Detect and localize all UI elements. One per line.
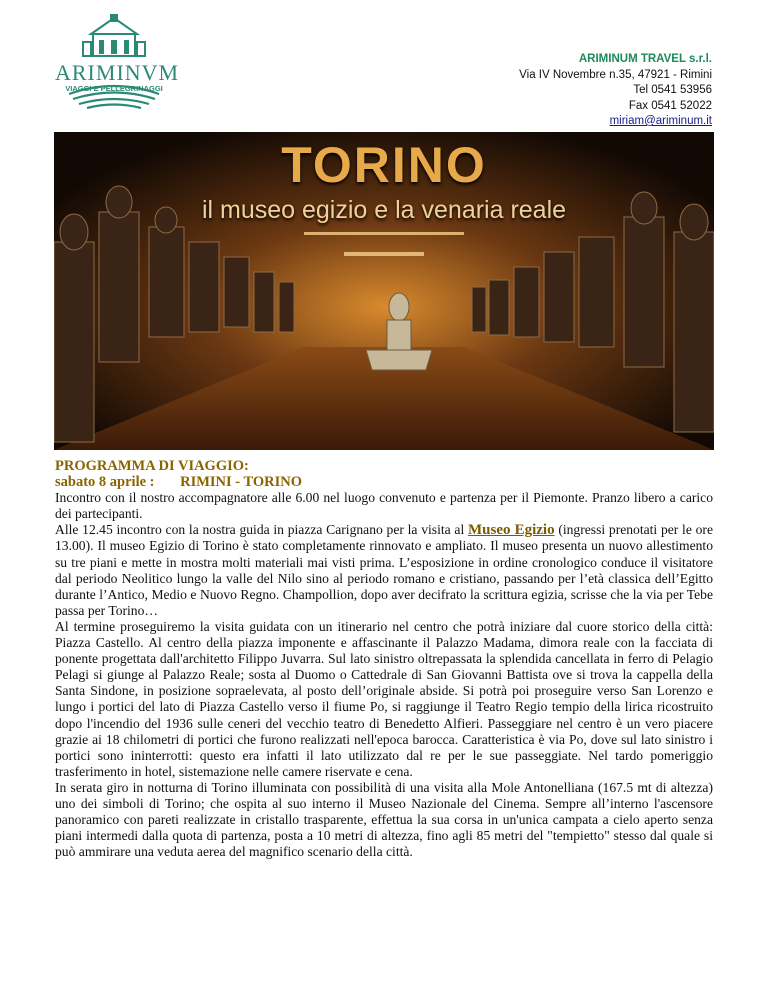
day-route: RIMINI - TORINO bbox=[180, 474, 303, 491]
paragraph-2-end: (ingressi prenotati per le ore 13.00). Il museo Egizio di Torino è stato completamente rinnovato e ampliato. Il museo presenta un nuovo allestimento su tre piani e mette in mostra molti materiali mai visti prima. L’esposizione in ordine cronologico conduce il visitatore dal periodo Neolitico lungo la valle del Nilo sino al periodo romano e cristiano, passando per l’età classica dell’Egitto durante l’Antico, Medio e Nuovo Regno. Champollion, dopo aver decifrato la scrittura egizia, scrisse che la via per Tebe passa per Torino… bbox=[55, 522, 713, 618]
company-email-link[interactable]: miriam@ariminum.it bbox=[609, 115, 712, 127]
paragraph-1: Incontro con il nostro accompagnatore alle 6.00 nel luogo convenuto e partenza per il Piemonte. Pranzo libero a carico dei partecipanti. bbox=[55, 490, 713, 522]
company-address: Via IV Novembre n.35, 47921 - Rimini bbox=[519, 68, 712, 81]
day-date: sabato 8 aprile : bbox=[55, 474, 155, 491]
program-heading: PROGRAMMA DI VIAGGIO: bbox=[55, 458, 249, 474]
company-tel: Tel 0541 53956 bbox=[633, 84, 712, 96]
paragraph-3: Al termine proseguiremo la visita guidata con un itinerario nel centro che potrà iniziare dal cuore storico della città: Piazza Castello. Al centro della piazza imponente e affascinante il Palazzo Madama, dimora reale con la facciata di ponente progettata dall'architetto Filippo Juvarra. Sul lato sinistro oltrepassata la splendida cancellata in ferro di Pelagio Pelagi si giunge al Palazzo Reale; sosta al Duomo o Cattedrale di San Giovanni Battista ove si trova la cappella della Santa Sindone, in posizione sopraelevata, al posto dell’originale abside. Si potrà poi proseguire verso San Lorenzo e lungo i portici del lato di Piazza Castello verso il fiume Po, si raggiunge il Teatro Regio tempio della lirica ricostruito dopo l'incendio del 1936 sulle ceneri del vecchio teatro di Benedetto Alfieri. Passeggiare nel centro è un vero piacere grazie ai 18 chilometri di portici che furono realizzati nell'epoca barocca. Caratteristica è via Po, dove sul lato sinistro i portici sono ininterrotti: questo era infatti il lato utilizzato dal re per le sue passeggiate. Nel tardo pomeriggio trasferimento in hotel, sistemazione nelle camere riservate e cena. bbox=[55, 618, 713, 779]
paragraph-2 bbox=[55, 522, 713, 619]
company-contact-block bbox=[519, 52, 712, 130]
museo-egizio-link[interactable]: Museo Egizio bbox=[467, 522, 555, 539]
hero-subtitle: il museo egizio e la venaria reale bbox=[201, 196, 567, 224]
program-content bbox=[55, 458, 713, 860]
paragraph-2-start: Alle 12.45 incontro con la nostra guida in piazza Carignano per la visita al bbox=[55, 522, 468, 538]
company-name: ARIMINUM TRAVEL s.r.l. bbox=[578, 53, 712, 65]
hero-banner bbox=[54, 132, 714, 450]
logo-tagline: VIAGGI E PELLEGRINAGGI bbox=[65, 84, 163, 93]
hero-title: TORINO bbox=[281, 137, 487, 193]
paragraph-4: In serata giro in notturna di Torino illuminata con possibilità di una visita alla Mole Antonelliana (167.5 mt di altezza) uno dei simboli di Torino; che ospita al suo interno il Museo Nazionale del Cinema. Sempre all’interno l'ascensore panoramico con pareti realizzate in cristallo trasparente, effettua la sua corsa in un'unica campata a cielo aperto senza piani intermedi dalla quota di partenza, posta a 10 metri di altezza, fino agli 85 metri del "tempietto" stesso dal quale si può ammirare una veduta aerea del magnifico scenario della città. bbox=[55, 779, 713, 860]
day-heading bbox=[55, 474, 713, 490]
logo-name: ARIMINVM bbox=[55, 60, 180, 85]
company-fax: Fax 0541 52022 bbox=[628, 99, 712, 112]
company-logo bbox=[55, 12, 180, 110]
